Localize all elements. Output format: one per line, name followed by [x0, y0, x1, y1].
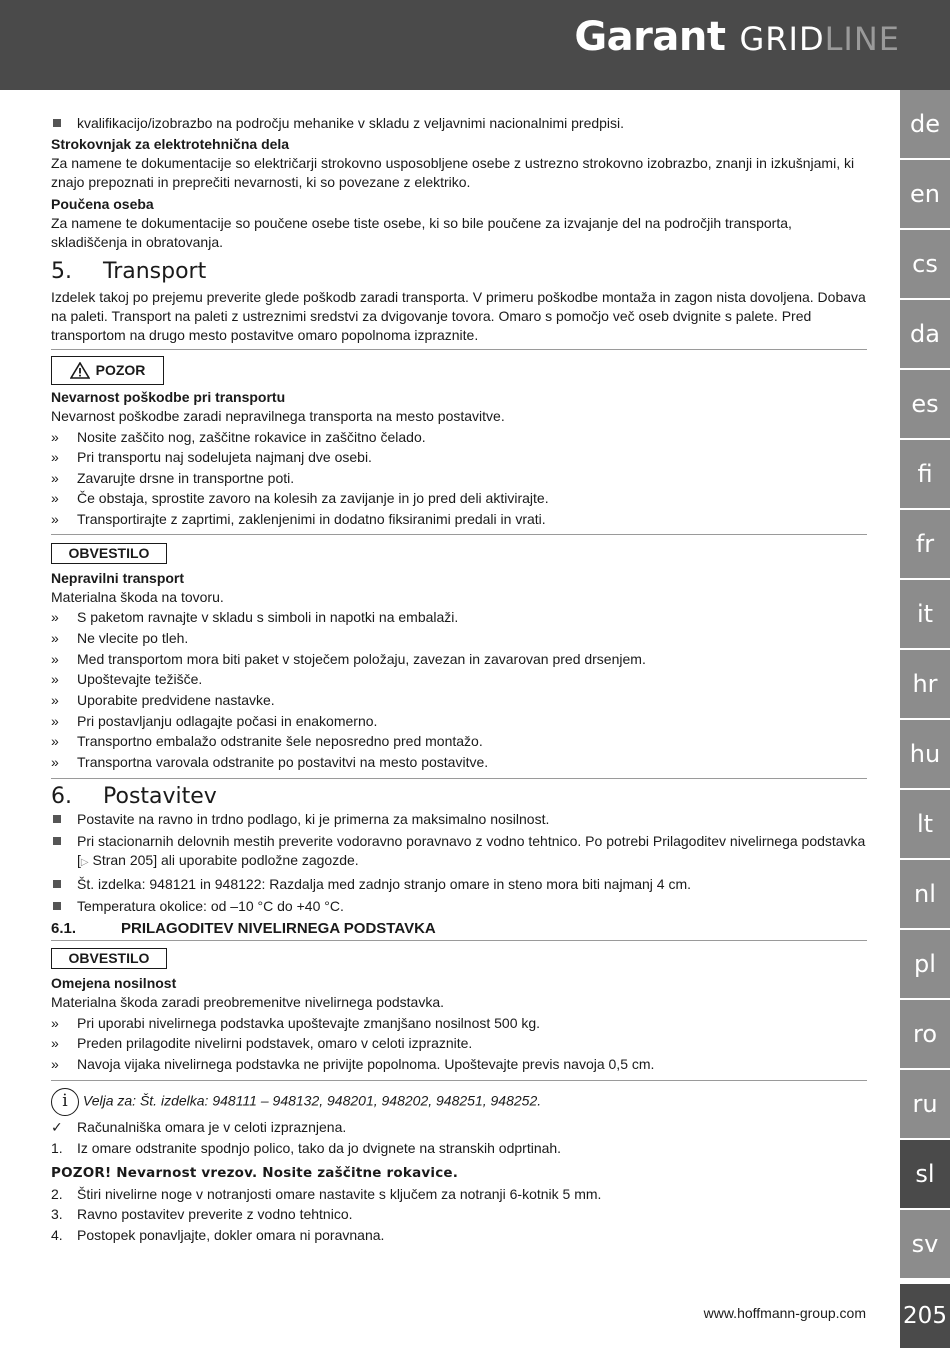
section-5-text: Izdelek takoj po prejemu preverite glede poškodb zaradi transporta. V primeru poškodbe montaža in zagon nista dovoljena. Dobava na paleti. Transport na paleti z ustreznimi sredstvi za dvigovanje tovora. Omaro s pomočjo več oseb dvignite s palete. Pred transportom na drugo mesto postavitve omaro popolnoma izpraznite. — [51, 289, 866, 343]
chevron-bullet-icon: » — [51, 490, 59, 506]
divider — [51, 534, 867, 535]
section-6-1-heading: 6.1. PRILAGODITEV NIVELIRNEGA PODSTAVKA — [51, 920, 436, 937]
step-item: 1. Iz omare odstranite spodnjo polico, tako da jo dvignete na stranskih odprtinah. — [51, 1139, 562, 1156]
chevron-bullet-icon: » — [51, 733, 59, 750]
section-6-bullet: Št. izdelka: 948121 in 948122: Razdalja med zadnjo stranjo omare in steno mora biti najmanj 4 cm. — [51, 875, 867, 894]
language-tab-es[interactable]: es — [900, 370, 950, 438]
chevron-bullet-icon: » — [51, 609, 59, 626]
steps-list — [51, 1185, 867, 1245]
list-item: » Navoja vijaka nivelirnega podstavka ne privijte popolnoma. Upoštevajte previs navoja 0,5 cm. — [51, 1055, 655, 1072]
brand-sub-line: LINE — [824, 20, 900, 58]
footer-url[interactable]: www.hoffmann-group.com — [703, 1305, 866, 1321]
language-tab-en[interactable]: en — [900, 160, 950, 228]
expert-title: Strokovnjak za elektrotehnična dela — [51, 136, 290, 152]
document-content — [51, 114, 867, 1245]
language-tab-sv[interactable]: sv — [900, 1210, 950, 1278]
list-item: 2. Štiri nivelirne noge v notranjosti omare nastavite s ključem za notranji 6-kotnik 5 mm. — [51, 1185, 602, 1202]
page-header — [0, 0, 950, 90]
list-item: » Uporabite predvidene nastavke. — [51, 691, 275, 708]
info-icon: i — [51, 1088, 79, 1116]
chevron-bullet-icon: » — [51, 1035, 59, 1051]
chevron-bullet-icon: » — [51, 712, 59, 729]
section-6-bullet: Pri stacionarnih delovnih mestih preverite vodoravno poravnavo z vodno tehtnico. Po potrebi Prilagoditev nivelirnega podstavka [▷ Stran 205] ali uporabite podložne zagozde. — [51, 832, 867, 872]
instructed-text: Za namene te dokumentacije so poučene osebe tiste osebe, ki so bile poučene za izvajanje del na področjih transporta, skladiščenja in obratovanja. — [51, 215, 792, 250]
chevron-bullet-icon: » — [51, 449, 59, 465]
list-item: » Med transportom mora biti paket v stoječem položaju, zavezan in zavarovan pred drsenjem. — [51, 650, 646, 667]
chevron-bullet-icon: » — [51, 510, 59, 527]
list-item: » Pri transportu naj sodelujeta najmanj dve osebi. — [51, 449, 372, 465]
square-bullet-icon — [53, 880, 61, 888]
caution-title: Nevarnost poškodbe pri transportu — [51, 389, 286, 405]
list-item: » Če obstaja, sprostite zavoro na kolesih za zavijanje in jo pred deli aktivirajte. — [51, 490, 549, 506]
chevron-bullet-icon: » — [51, 428, 59, 445]
notice-1-title: Nepravilni transport — [51, 569, 185, 586]
section-6-bullet: Temperatura okolice: od –10 °C do +40 °C. — [51, 897, 867, 916]
language-tab-fr[interactable]: fr — [900, 510, 950, 578]
list-item: » S paketom ravnajte v skladu s simboli in napotki na embalaži. — [51, 609, 459, 626]
link-arrow-icon: ▷ — [80, 857, 89, 868]
list-item: » Transportirajte z zaprtimi, zaklenjenimi in dodatno fiksiranimi predali in vrati. — [51, 510, 546, 527]
language-tab-nl[interactable]: nl — [900, 860, 950, 928]
language-tab-de[interactable]: de — [900, 90, 950, 158]
divider — [51, 940, 867, 941]
page-reference-link[interactable]: Stran 205 — [92, 852, 154, 868]
list-item: » Ne vlecite po tleh. — [51, 629, 189, 646]
list-item: 4. Postopek ponavljajte, dokler omara ni poravnana. — [51, 1226, 385, 1243]
notice-2-title: Omejena nosilnost — [51, 975, 177, 991]
language-tab-ro[interactable]: ro — [900, 1000, 950, 1068]
language-tab-cs[interactable]: cs — [900, 230, 950, 298]
language-tab-da[interactable]: da — [900, 300, 950, 368]
list-item: » Pri postavljanju odlagajte počasi in enakomerno. — [51, 712, 378, 729]
chevron-bullet-icon: » — [51, 650, 59, 667]
list-item: » Transportna varovala odstranite po postavitvi na mesto postavitve. — [51, 754, 489, 770]
language-tab-sl[interactable]: sl — [900, 1140, 950, 1208]
chevron-bullet-icon: 3. — [51, 1206, 63, 1222]
language-sidebar — [900, 90, 950, 1348]
chevron-bullet-icon: » — [51, 671, 59, 688]
language-tab-hu[interactable]: hu — [900, 720, 950, 788]
square-bullet-icon — [53, 119, 61, 127]
caution-list — [51, 428, 867, 529]
language-tab-lt[interactable]: lt — [900, 790, 950, 858]
step-warning: POZOR! Nevarnost vrezov. Nosite zaščitne rokavice. — [51, 1164, 459, 1181]
list-item: » Transportno embalažo odstranite šele neposredno pred montažo. — [51, 733, 483, 750]
chevron-bullet-icon: » — [51, 1055, 59, 1072]
brand-main: Garant — [574, 14, 726, 60]
intro-bullet: kvalifikacijo/izobrazbo na področju mehanike v skladu z veljavnimi nacionalnimi predpisi. — [51, 114, 867, 133]
divider — [51, 778, 867, 779]
divider — [51, 349, 867, 350]
notice-1-text: Materialna škoda na tovoru. — [51, 588, 224, 605]
expert-text: Za namene te dokumentacije so električarji strokovno usposobljene osebe z ustrezno strokovno izobrazbo, znanji in izkušnjami, ki znajo prepoznati in preprečiti nevarnosti, ki so povezane z elektriko. — [51, 155, 855, 190]
notice-label: OBVESTILO — [51, 948, 167, 969]
check-icon: ✓ — [51, 1118, 63, 1135]
notice-1-list — [51, 608, 867, 772]
instructed-title: Poučena oseba — [51, 196, 154, 212]
language-tab-hr[interactable]: hr — [900, 650, 950, 718]
section-5-heading: 5. Transport — [51, 259, 207, 284]
info-text: Velja za: Št. izdelka: 948111 – 948132, 948201, 948202, 948251, 948252. — [82, 1092, 542, 1109]
caution-label: POZOR — [51, 356, 164, 385]
notice-2-text: Materialna škoda zaradi preobremenitve nivelirnega podstavka. — [51, 994, 444, 1010]
language-tab-it[interactable]: it — [900, 580, 950, 648]
square-bullet-icon — [53, 815, 61, 823]
divider — [51, 1080, 867, 1081]
brand-sub-grid: GRID — [739, 20, 825, 58]
list-item: » Nosite zaščito nog, zaščitne rokavice in zaščitno čelado. — [51, 428, 426, 445]
square-bullet-icon — [53, 902, 61, 910]
caution-text: Nevarnost poškodbe zaradi nepravilnega transporta na mesto postavitve. — [51, 408, 505, 424]
page-number: 205 — [900, 1284, 950, 1348]
prerequisite: ✓ Računalniška omara je v celoti izpraznjena. — [51, 1118, 347, 1135]
list-item: » Pri uporabi nivelirnega podstavka upoštevajte zmanjšano nosilnost 500 kg. — [51, 1014, 541, 1031]
notice-label: OBVESTILO — [51, 543, 167, 564]
list-item: 3. Ravno postavitev preverite z vodno tehtnico. — [51, 1206, 353, 1222]
chevron-bullet-icon: 4. — [51, 1226, 63, 1243]
warning-triangle-icon — [70, 362, 90, 379]
chevron-bullet-icon: » — [51, 629, 59, 646]
chevron-bullet-icon: » — [51, 754, 59, 770]
section-6-bullet: Postavite na ravno in trdno podlago, ki je primerna za maksimalno nosilnost. — [51, 810, 867, 829]
list-item: » Preden prilagodite nivelirni podstavek, omaro v celoti izpraznite. — [51, 1035, 473, 1051]
list-item: » Zavarujte drsne in transportne poti. — [51, 469, 295, 486]
square-bullet-icon — [53, 837, 61, 845]
chevron-bullet-icon: 2. — [51, 1185, 63, 1202]
language-tab-fi[interactable]: fi — [900, 440, 950, 508]
chevron-bullet-icon: » — [51, 469, 59, 486]
list-item: » Upoštevajte težišče. — [51, 671, 203, 688]
chevron-bullet-icon: » — [51, 1014, 59, 1031]
language-tab-ru[interactable]: ru — [900, 1070, 950, 1138]
chevron-bullet-icon: » — [51, 691, 59, 708]
info-note — [51, 1088, 867, 1116]
language-tab-pl[interactable]: pl — [900, 930, 950, 998]
brand-logo — [574, 14, 900, 64]
section-6-heading: 6. Postavitev — [51, 784, 217, 809]
notice-2-list — [51, 1014, 867, 1074]
